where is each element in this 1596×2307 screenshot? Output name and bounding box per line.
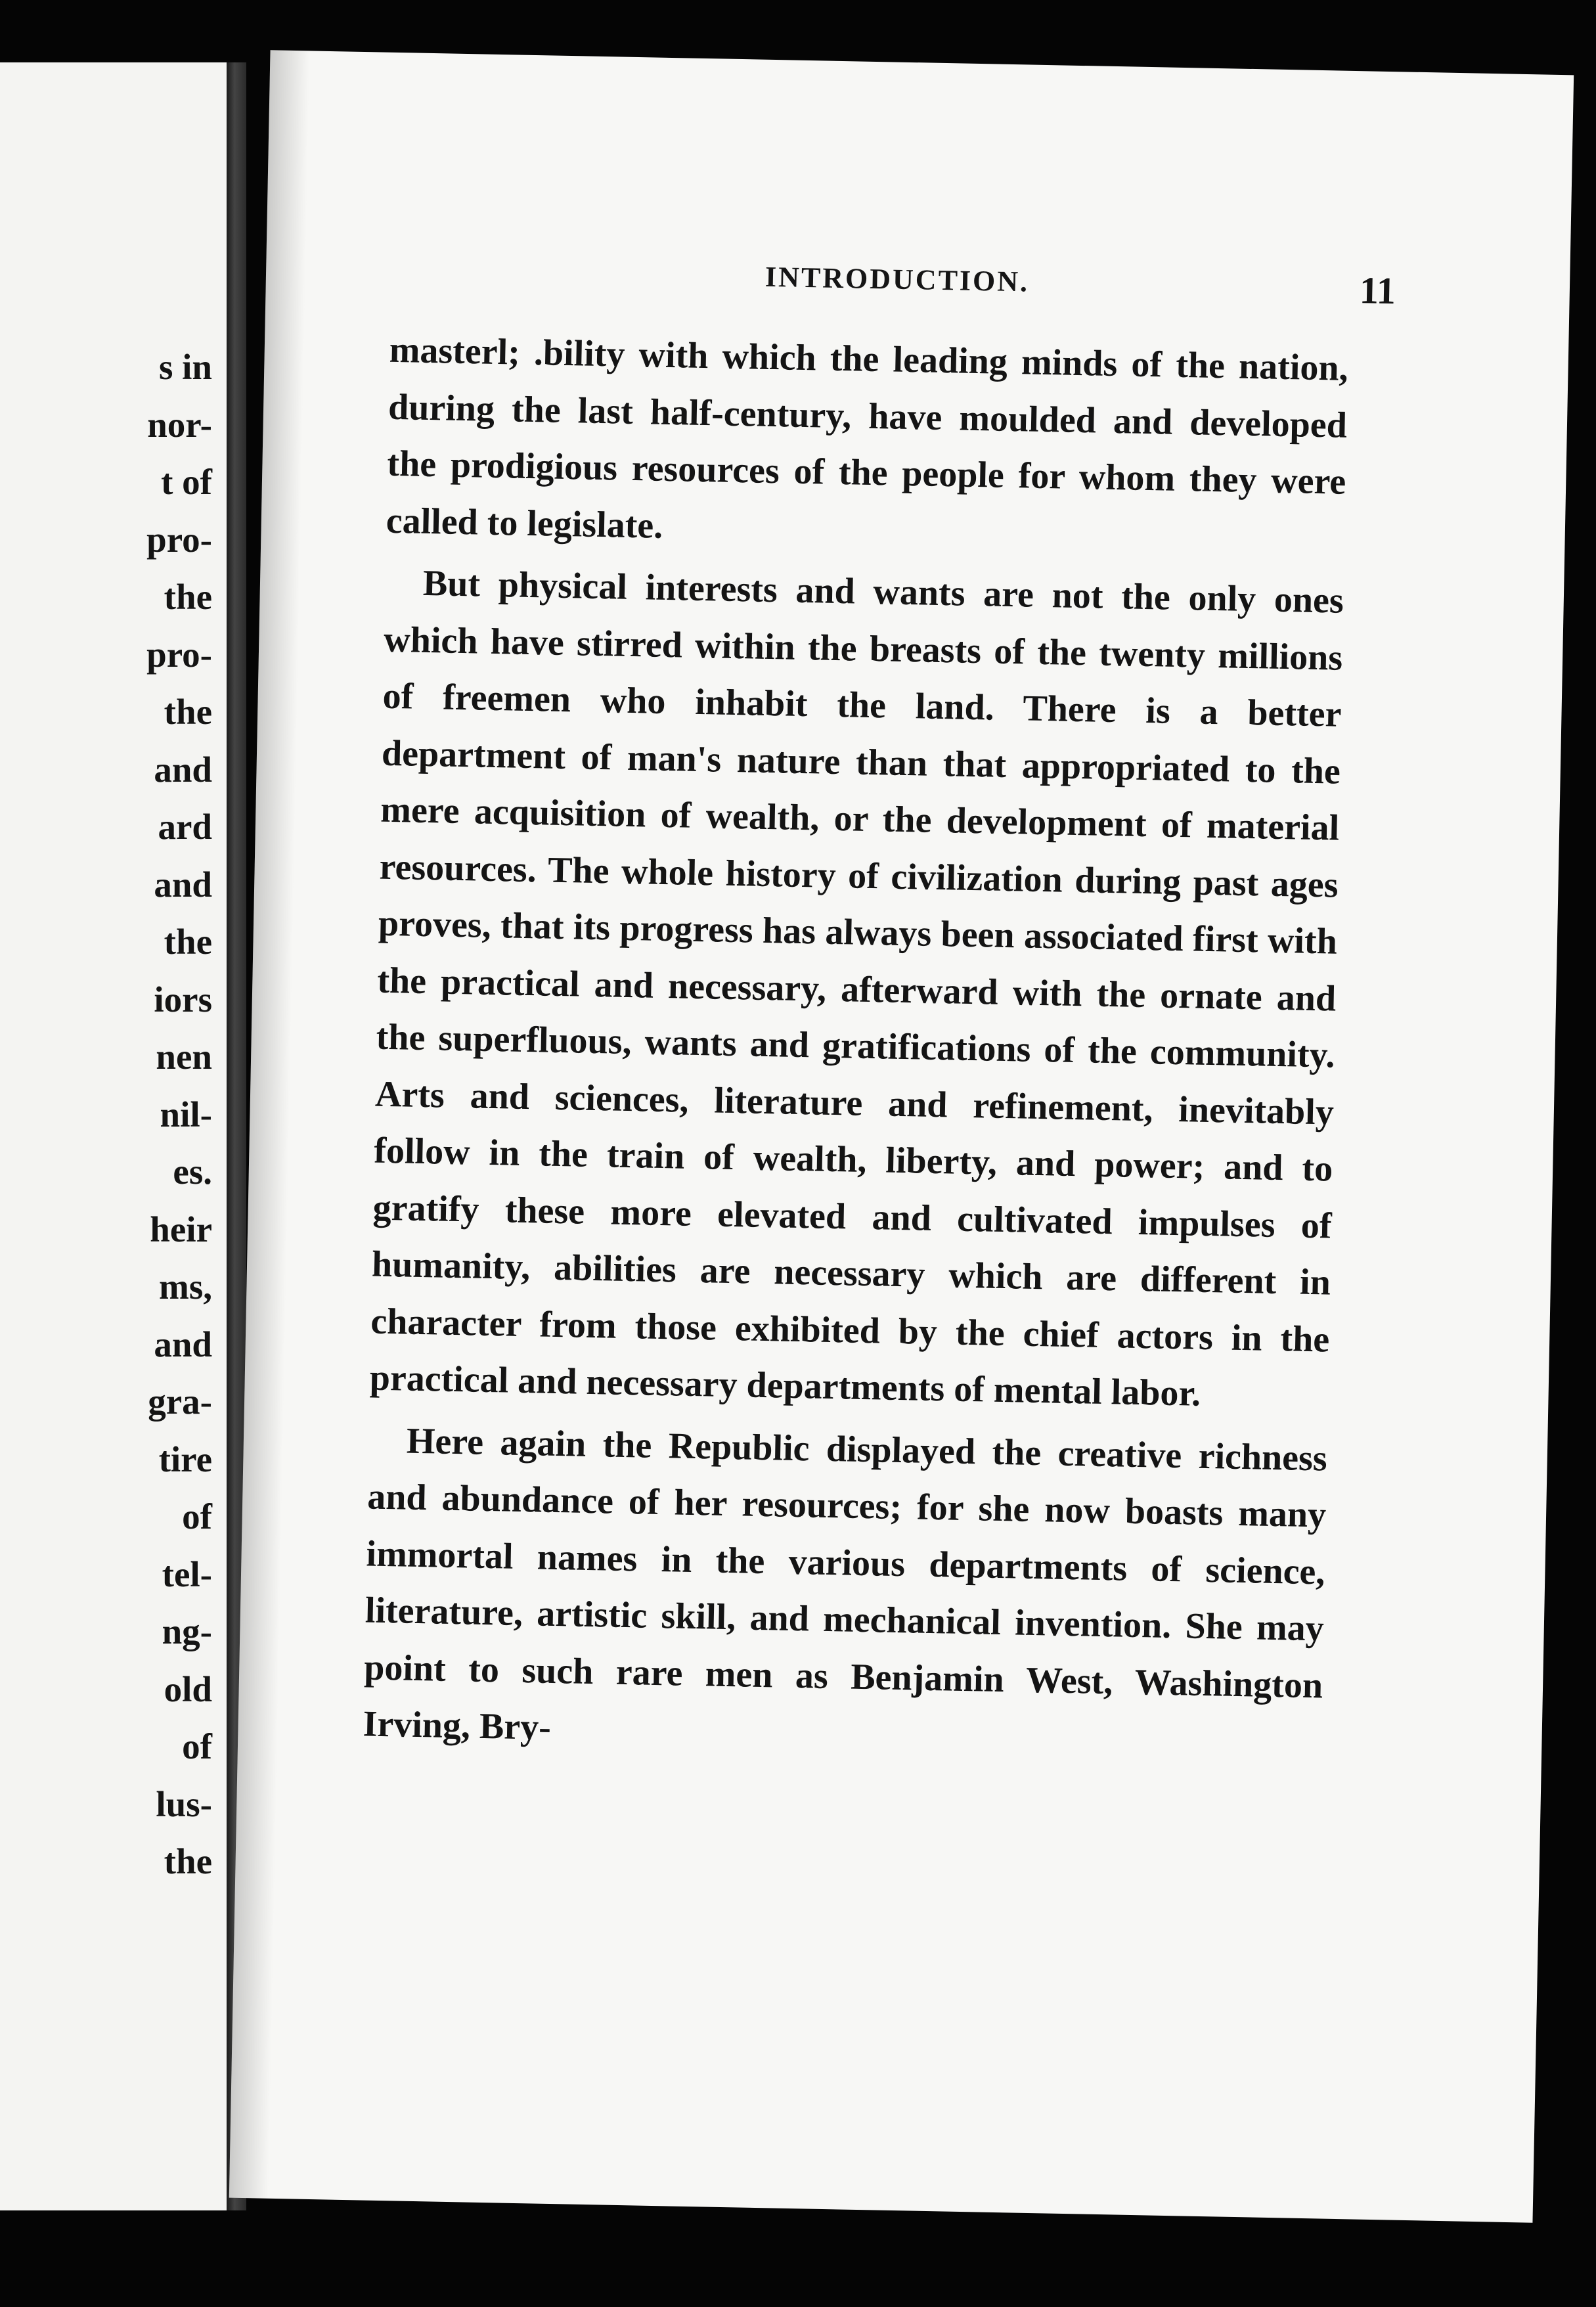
left-page-line-fragment: tire: [158, 1439, 212, 1479]
left-page-line-fragment: of: [182, 1496, 212, 1536]
left-page-text-fragments: [146, 338, 212, 1891]
left-page-line-fragment: iors: [154, 979, 212, 1019]
left-page-fragment: [0, 62, 227, 2210]
left-page-line-fragment: nen: [156, 1037, 212, 1077]
left-page-line-fragment: es.: [173, 1152, 212, 1192]
left-page-line-fragment: and: [154, 749, 212, 790]
left-page-line-fragment: heir: [150, 1209, 212, 1249]
left-page-line-fragment: the: [164, 1841, 212, 1881]
left-page-line-fragment: and: [154, 1324, 212, 1364]
left-page-line-fragment: ng-: [162, 1611, 212, 1651]
left-page-line-fragment: the: [164, 692, 212, 732]
right-page: [229, 50, 1574, 2223]
left-page-line-fragment: nor-: [147, 404, 212, 445]
left-page-line-fragment: of: [182, 1726, 212, 1766]
left-page-line-fragment: t of: [161, 462, 212, 502]
left-page-line-fragment: ms,: [159, 1266, 212, 1307]
running-head: INTRODUCTION.: [765, 260, 1030, 298]
left-page-line-fragment: s in: [158, 347, 212, 387]
left-page-line-fragment: tel-: [162, 1554, 212, 1594]
page-number: 11: [1359, 269, 1396, 313]
left-page-line-fragment: ard: [158, 807, 212, 847]
paragraph: But physical interests and wants are not the only ones which have stirred within the breasts of the twenty millions of freemen who inhabit the land. There is a better department of man's nature than that appropriated to the mere acquisition of wealth, or the development of material resources. The whole history of civilization during past ages proves, that its progress has always been associated first with the practical and necessary, afterward with the ornate and the superfluous, wants and gratifications of the community. Arts and sciences, literature and refinement, inevitably follow in the train of wealth, liberty, and power; and to gratify these more elevated and cultivated impulses of humanity, abilities are necessary which are different in character from those exhibited by the chief actors in the practical and necessary departments of mental labor.: [369, 562, 1344, 1414]
left-page-line-fragment: and: [154, 864, 212, 905]
left-page-line-fragment: pro-: [146, 519, 212, 560]
left-page-line-fragment: nil-: [160, 1094, 212, 1134]
paragraph-continued: masterl; .bility with which the leading minds of the nation, during the last half-century, have moulded and developed the prodigious resources of the people for whom they were called to legislate.: [386, 329, 1349, 547]
left-page-line-fragment: lus-: [156, 1783, 212, 1824]
left-page-line-fragment: gra-: [148, 1381, 212, 1422]
left-page-line-fragment: pro-: [146, 634, 212, 675]
left-page-line-fragment: the: [164, 577, 212, 617]
left-page-line-fragment: old: [164, 1669, 212, 1709]
left-page-line-fragment: the: [164, 922, 212, 962]
body-text: [363, 322, 1349, 1771]
paragraph: Here again the Republic displayed the creative richness and abundance of her resources; for she now boasts many immortal names in the various departments of science, literature, artistic skill, and mechanical invention. She may point to such rare men as Benjamin West, Washington Irving, Bry-: [363, 1420, 1328, 1748]
